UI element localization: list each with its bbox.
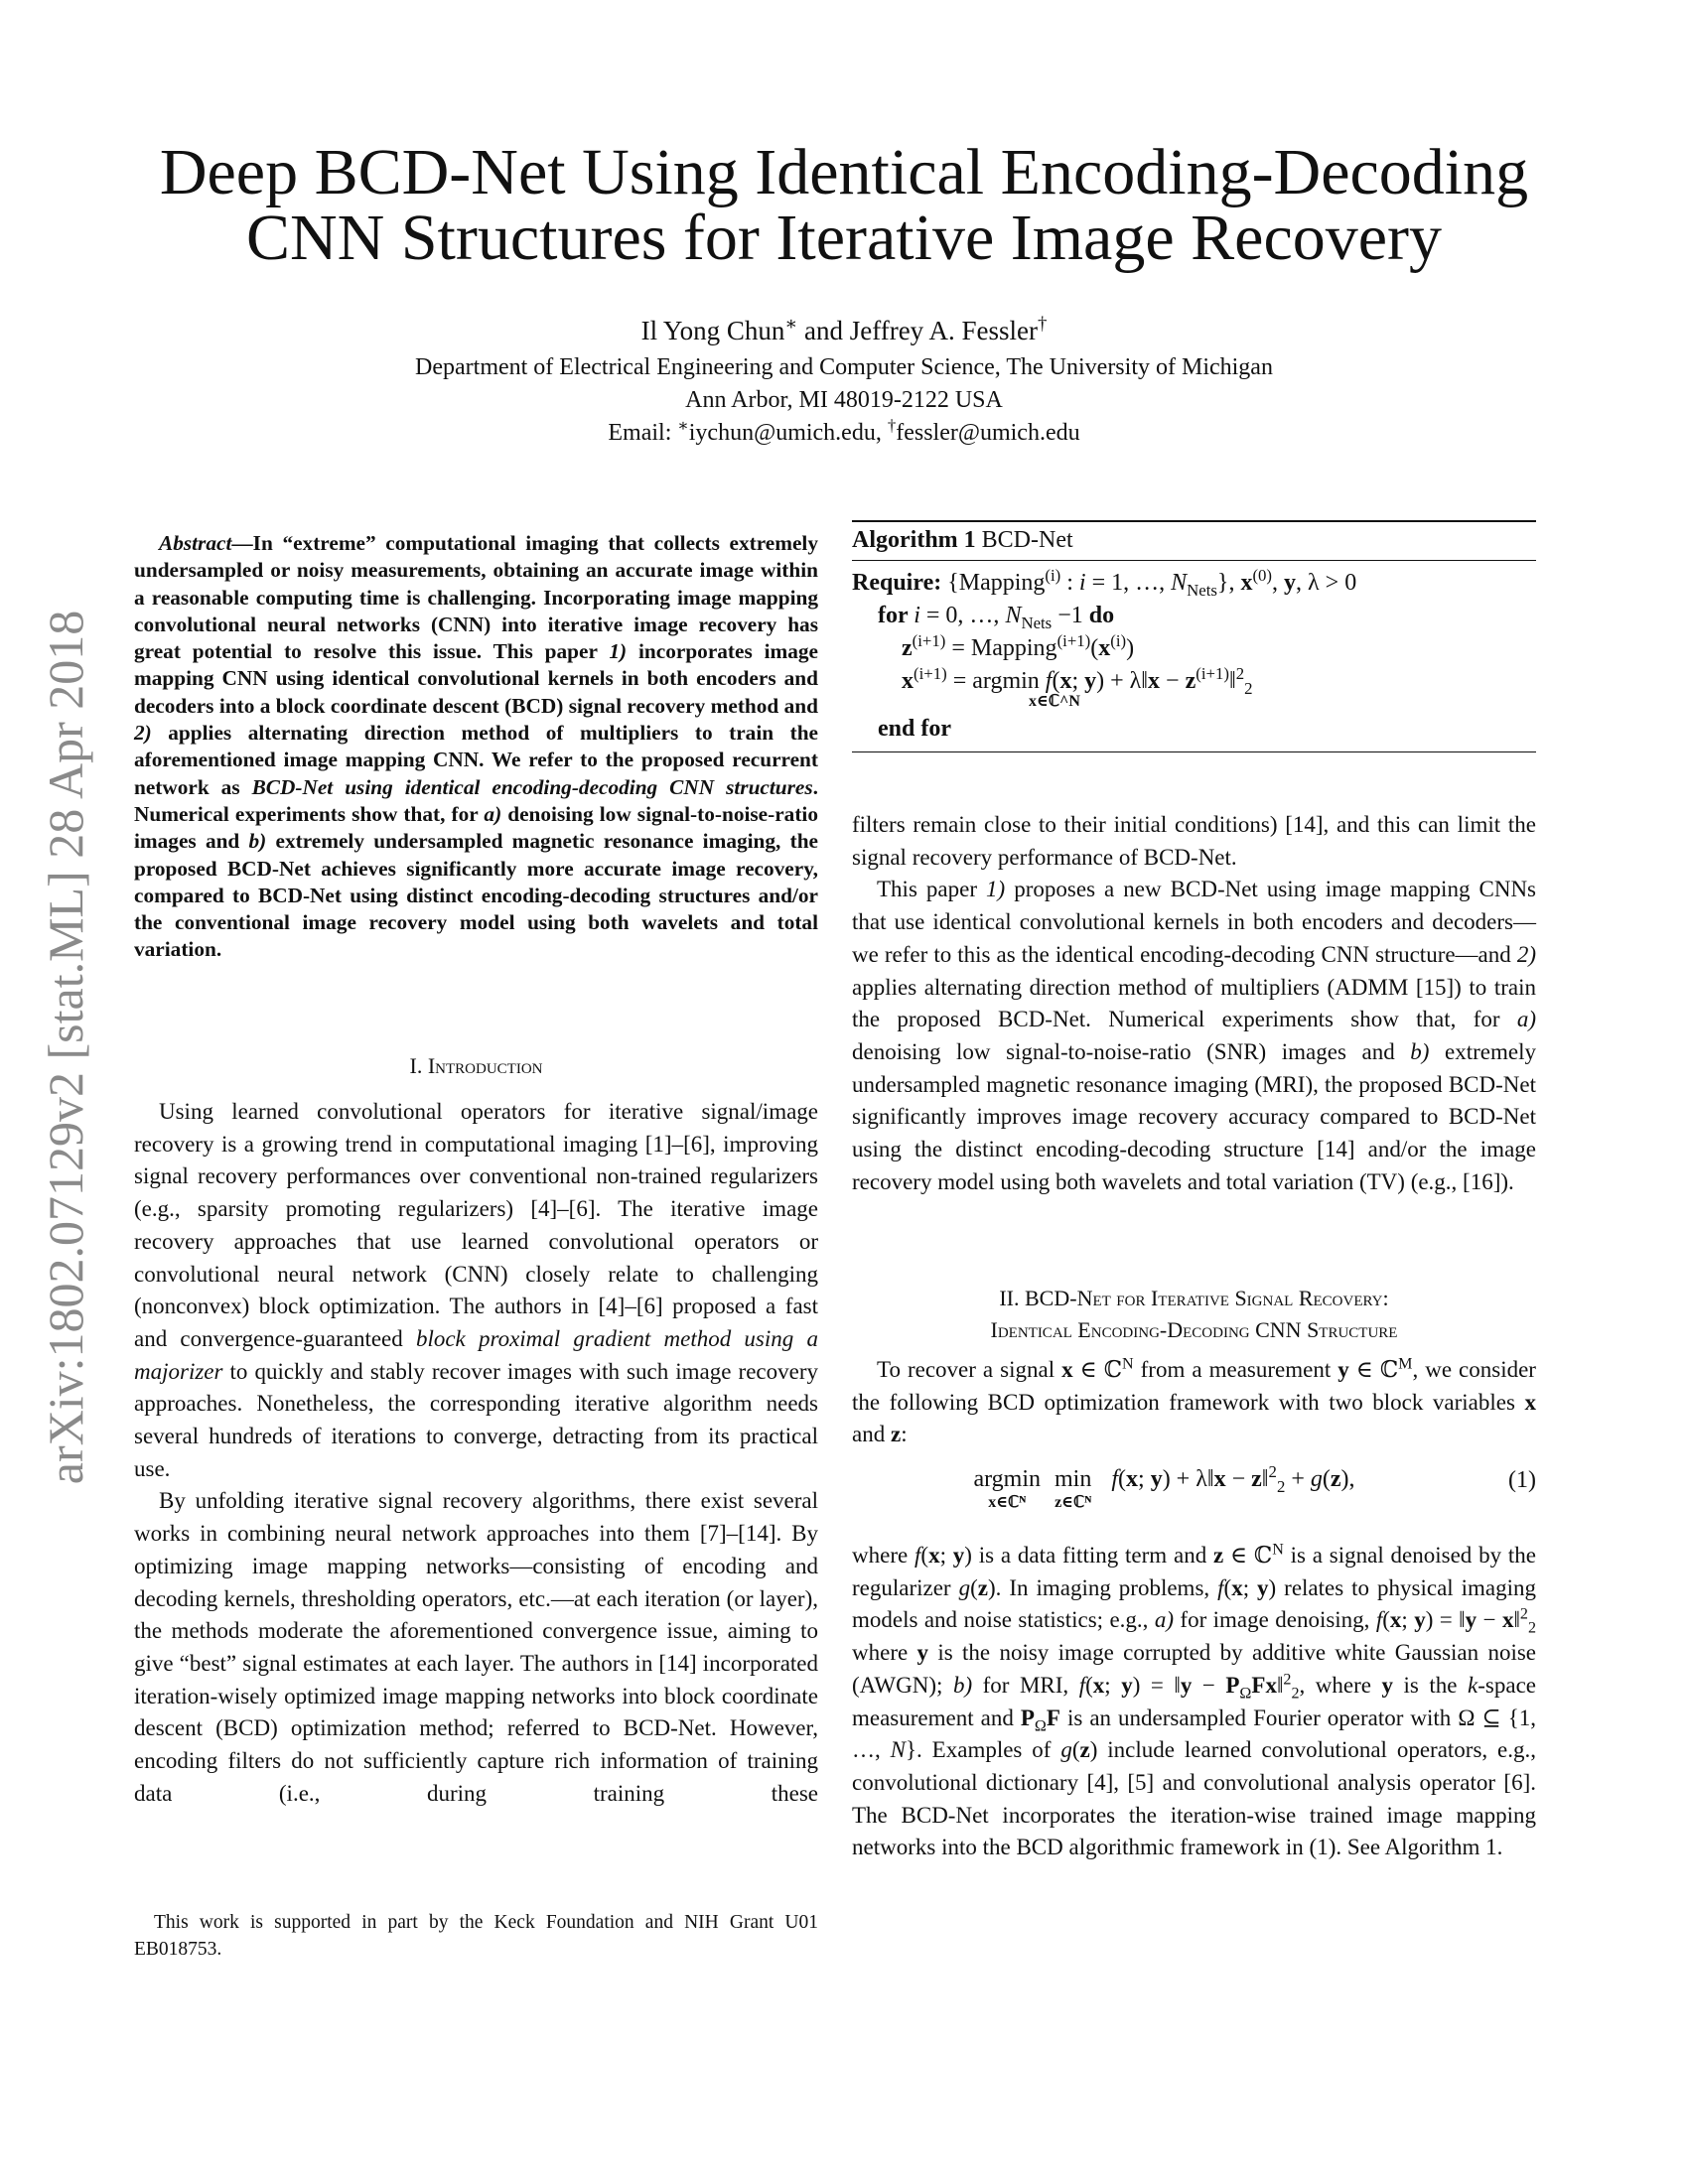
text-run: x (1126, 1466, 1139, 1492)
text-run: y (952, 1543, 965, 1568)
section-heading-line-2: Identical Encoding-Decoding CNN Structure (990, 1317, 1398, 1342)
text-run: }, (1216, 570, 1241, 596)
algorithm-name: BCD-Net (981, 527, 1073, 553)
text-run: y (1414, 1607, 1426, 1633)
text-run: i (1078, 570, 1086, 596)
text-run: y (916, 1640, 929, 1666)
text-run: denoising low signal-to-noise-ratio (SNR) images and (852, 1038, 1411, 1064)
text-run: , (1272, 570, 1285, 596)
text-run: Abstract (159, 531, 232, 555)
text-run: ) include learned convolutional operators, e.g., convolutional dictionary [4], [5] and convolutional analysis operator [6]. The BCD-Net incorporates the iteration-wise trained image mapping networks into the BCD algorithmic framework in (1). See Algorithm 1. (852, 1737, 1537, 1860)
text-run: ( (1322, 1466, 1331, 1492)
text-run: (i) (1110, 631, 1127, 650)
text-run: f (1111, 1466, 1119, 1492)
argmin-sub: x∈ℂᴺ (988, 1494, 1027, 1511)
text-run: x (1501, 1607, 1514, 1633)
text-run: −1 (1052, 603, 1089, 628)
text-run: z (902, 635, 913, 661)
text-run: ∈ ℂ (1072, 1357, 1122, 1382)
text-run: applies alternating direction method of multipliers to train the aforementioned image mapping CNN. We refer to the proposed recurrent network as (134, 721, 818, 799)
text-run: ; (1401, 1607, 1415, 1633)
arxiv-side-stamp: arXiv:1802.07129v2 [stat.ML] 28 Apr 2018 (38, 610, 93, 1485)
text-run: ; (1104, 1672, 1122, 1698)
text-run: Il Yong Chun (640, 316, 785, 345)
text-run: † (887, 416, 897, 435)
text-run: ) is a data fitting term and (964, 1543, 1214, 1568)
text-run: ) = ‖ (1425, 1607, 1466, 1633)
text-run: end for (878, 716, 951, 742)
text-run: y (1180, 1672, 1193, 1698)
text-run: extremely undersampled magnetic resonance imaging (MRI), the proposed BCD-Net significantly improves image recovery accuracy compared to BCD-Net using the distinct encoding-decoding structure [14] and/or the image recovery model using both wavelets and total variation (TV) (e.g., [16]). (852, 1038, 1536, 1194)
authors (0, 316, 1688, 346)
text-run: ( (920, 1543, 929, 1568)
text-run: Nets (1187, 580, 1217, 600)
text-run: Ω (1239, 1685, 1252, 1703)
text-run: z (1330, 1466, 1341, 1492)
text-run: = Mapping (945, 635, 1057, 661)
equation-body (1111, 1462, 1355, 1496)
text-run: N (1005, 603, 1022, 628)
text-run: 2 (1519, 1605, 1528, 1623)
text-run: applies alternating direction method of multipliers (ADMM [15]) to train the proposed BCD-Net. Numerical experiments show that, for (852, 974, 1536, 1032)
text-run: − (1160, 668, 1186, 694)
text-run: ). In imaging problems, (987, 1574, 1218, 1600)
text-run: † (1037, 314, 1048, 335)
text-run: ∗ (677, 416, 689, 435)
text-run: (i+1) (914, 664, 947, 683)
text-run: ( (1223, 1574, 1232, 1600)
text-run: extremely undersampled magnetic resonance imaging, the proposed BCD-Net achieves significantly more accurate image recovery, compared to BCD-Net using distinct encoding-decoding structures and/or the conventional image recovery model using both wavelets and total variation. (134, 829, 818, 962)
footnote (134, 1909, 818, 1963)
text-run: }. Examples of (906, 1737, 1061, 1763)
section2-paragraph (852, 1540, 1536, 1864)
text-run: 2 (1244, 678, 1253, 698)
text-run: z (890, 1422, 902, 1447)
text-run: x (1389, 1607, 1402, 1633)
text-run: N (1272, 1541, 1284, 1559)
text-run: x (1092, 1672, 1105, 1698)
text-run: 2 (1235, 664, 1245, 683)
text-run: , λ > 0 (1296, 570, 1357, 596)
text-run: ‖ (1261, 1466, 1269, 1492)
text-run: fessler@umich.edu (896, 420, 1080, 446)
argmin-text: argmin (973, 1466, 1041, 1492)
section2-intro (852, 1354, 1536, 1451)
text-run: is the noisy image corrupted by additive white Gaussian noise (AWGN); (852, 1640, 1536, 1698)
text-run: z (1213, 1543, 1224, 1568)
text-run: 2 (1268, 1462, 1277, 1481)
text-run: ) (1126, 635, 1135, 661)
text-run: y (1337, 1357, 1349, 1382)
text-run: 1) (609, 639, 628, 664)
text-run: To recover a signal (877, 1357, 1062, 1382)
text-run: is a signal denoised by the regularizer (852, 1543, 1536, 1600)
text-run: for MRI, (972, 1672, 1079, 1698)
text-run: from a measurement (1133, 1357, 1338, 1382)
text-run: x (1231, 1574, 1243, 1600)
text-run: ∈ ℂ (1348, 1357, 1399, 1382)
abstract (134, 530, 818, 964)
text-run: 1) (986, 877, 1006, 902)
text-run: f (1045, 668, 1053, 694)
text-run: f (1078, 1672, 1086, 1698)
text-run: y (1084, 668, 1097, 694)
text-run: proposes a new BCD-Net using image mapping CNNs that use identical convolutional kernels in both encoders and decoders—we refer to this as the identical encoding-decoding CNN structure—and (852, 877, 1536, 967)
text-run: Require: (852, 570, 948, 596)
text-run: ( (1052, 668, 1060, 694)
algorithm-header (852, 522, 1536, 561)
contribution-paragraph (852, 874, 1536, 1198)
text-run: ‖ (1513, 1607, 1520, 1633)
intro-continued (852, 809, 1536, 1198)
text-run: 2 (1276, 1476, 1286, 1496)
text-run: to quickly and stably recover images with such image recovery approaches. Nonetheless, the corresponding iterative algorithm needs several hundreds of iterations to converge, detracting from its practical use. (134, 1358, 818, 1481)
text-run: ∈ ℂ (1223, 1543, 1273, 1568)
text-run: where (852, 1640, 917, 1666)
text-run: ) + λ‖ (1162, 1466, 1214, 1492)
text-run: z (977, 1574, 988, 1600)
text-run: P (1020, 1705, 1035, 1730)
text-run: ; (939, 1543, 953, 1568)
text-run: x (928, 1543, 940, 1568)
text-run: (i+1) (1056, 631, 1091, 650)
text-run: BCD-Net using identical encoding-decoding CNN structures (251, 774, 813, 799)
text-run: P (1225, 1672, 1240, 1698)
text-run: y (1257, 1574, 1269, 1600)
intro-paragraph-1 (134, 1096, 818, 1485)
text-run: y (1150, 1466, 1163, 1492)
text-run: filters remain close to their initial conditions) [14], and this can limit the signal recovery performance of BCD-Net. (852, 812, 1536, 870)
text-run: N (1171, 570, 1188, 596)
min-sub: z∈ℂᴺ (1055, 1494, 1092, 1511)
text-run: 2) (1516, 941, 1536, 967)
text-run: y (1381, 1672, 1394, 1698)
text-run: a) (1154, 1607, 1174, 1633)
text-run: = 0, …, (919, 603, 1006, 628)
text-run: − (1225, 1466, 1252, 1492)
text-run: and Jeffrey A. Fessler (797, 316, 1038, 345)
text-run: ; (1138, 1466, 1151, 1492)
text-run: where (852, 1543, 914, 1568)
algorithm-box (852, 520, 1536, 752)
abstract-text (134, 530, 818, 964)
text-run: Using learned convolutional operators for iterative signal/image recovery is a growing trend in computational imaging [1]–[6], improving signal recovery performances over conventional non-trained regularizers (e.g., sparsity promoting regularizers) [4]–[6]. The iterative image recovery approaches that use learned convolutional operators or convolutional neural network (CNN) closely relate to challenging (nonconvex) block optimization. The authors in [4]–[6] proposed a fast and convergence-guaranteed (134, 1099, 818, 1351)
footnote-text: This work is supported in part by the Keck Foundation and NIH Grant U01 EB018753. (134, 1912, 818, 1960)
text-run: − (1192, 1672, 1226, 1698)
text-run: ‖ (1276, 1672, 1284, 1698)
text-run: y (1121, 1672, 1133, 1698)
text-run: and (852, 1422, 891, 1447)
text-run: do (1088, 603, 1115, 628)
text-run: for (878, 603, 914, 628)
text-run: ( (1118, 1466, 1127, 1492)
text-run: F (1046, 1705, 1060, 1730)
algorithm-line (852, 632, 1536, 665)
text-run: x (1061, 1357, 1073, 1382)
text-run: x (1213, 1466, 1226, 1492)
text-run: , where (1299, 1672, 1382, 1698)
intro-paragraph-2-cont (852, 809, 1536, 874)
section2-body (852, 1540, 1536, 1864)
text-run: g (958, 1574, 971, 1600)
text-run: ) + λ‖ (1096, 668, 1149, 694)
section-heading: I. Introduction (409, 1053, 543, 1078)
text-run: a) (1516, 1007, 1536, 1032)
text-run: y (1465, 1607, 1477, 1633)
text-run: iychun@umich.edu, (688, 420, 888, 446)
text-run: is the (1393, 1672, 1469, 1698)
text-run: 2 (1291, 1685, 1300, 1703)
text-run: g (1310, 1466, 1323, 1492)
text-run: z (1079, 1737, 1090, 1763)
text-run: {Mapping (947, 570, 1046, 596)
text-run: ‖ (1228, 668, 1236, 694)
text-run: x (1098, 635, 1111, 661)
text-run: ( (1382, 1607, 1390, 1633)
text-run: (i) (1045, 566, 1061, 585)
algorithm-line (852, 713, 1536, 746)
text-run: N (890, 1737, 906, 1763)
equation-1 (852, 1462, 1536, 1515)
text-run: M (1398, 1355, 1413, 1373)
algorithm-line (852, 600, 1536, 632)
affiliation-address: Ann Arbor, MI 48019-2122 USA (685, 387, 1003, 413)
text-run: x (1148, 668, 1161, 694)
text-run: N (1122, 1355, 1134, 1373)
text-run: 2 (1283, 1671, 1292, 1689)
text-run: is an undersampled Fourier operator with Ω ⊆ {1, …, (852, 1705, 1536, 1763)
text-run: : (1060, 570, 1079, 596)
text-run: By unfolding iterative signal recovery algorithms, there exist several works in combining neural network approaches into them [7]–[14]. By optimizing image mapping networks—consisting of encoding and decoding kernels, thresholding operators, etc.—at each iteration (or layer), the methods moderate the aforementioned convergence issue, aiming to give “best” signal estimates at each layer. The authors in [14] incorporated iteration-wisely optimized image mapping networks into block coordinate descent (BCD) optimization method; referred to BCD-Net. However, encoding filters do not sufficiently capture rich information of training data (i.e., during training these (134, 1488, 818, 1806)
text-run: Fx (1251, 1672, 1277, 1698)
text-run: incorporates image mapping CNN using identical convolutional kernels in both encoders and decoders into a block coordinate descent (BCD) signal recovery method and (134, 639, 819, 718)
text-run: y (1284, 570, 1297, 596)
text-run: f (1375, 1607, 1383, 1633)
text-run: Ω (1034, 1717, 1047, 1735)
text-run: z (1251, 1466, 1262, 1492)
affiliation-email (0, 417, 1688, 450)
section-heading-line-1: II. BCD-Net for Iterative Signal Recovery: (999, 1286, 1389, 1310)
min-operator (1055, 1467, 1091, 1515)
text-run: k (1468, 1672, 1478, 1698)
text-run: = 1, …, (1085, 570, 1172, 596)
text-run: x (1059, 668, 1072, 694)
argmin-operator (973, 1467, 1041, 1515)
intro-paragraph-2 (134, 1485, 818, 1810)
text-run: g (1060, 1737, 1072, 1763)
text-run: b) (248, 829, 267, 854)
text-run: Email: (608, 420, 678, 446)
text-run: denoising low signal-to-noise-ratio images and (134, 801, 818, 854)
text-run: (0) (1252, 566, 1273, 585)
text-run: ∗ (784, 314, 798, 335)
algorithm-line (852, 567, 1536, 600)
text-run: ( (1090, 635, 1099, 661)
text-run: 2 (1527, 1620, 1537, 1637)
text-run: This paper (877, 877, 987, 902)
text-run: x (902, 668, 914, 694)
algorithm-label: Algorithm 1 (852, 527, 976, 553)
text-run: : (901, 1422, 908, 1447)
text-run: Nets (1021, 613, 1053, 632)
text-run: b) (952, 1672, 973, 1698)
title-line-2: CNN Structures for Iterative Image Recovery (245, 202, 1443, 274)
text-run: a) (484, 801, 502, 826)
text-run: (i+1) (1196, 664, 1229, 683)
text-run: ( (970, 1574, 978, 1600)
text-run: for image denoising, (1174, 1607, 1376, 1633)
text-run: (i+1) (912, 631, 946, 650)
text-run: -space measurement and (852, 1672, 1536, 1730)
equation-number: (1) (1508, 1467, 1536, 1493)
text-run: ( (1085, 1672, 1093, 1698)
text-run: ( (1071, 1737, 1080, 1763)
text-run: 2) (134, 721, 152, 746)
text-run: f (914, 1543, 921, 1568)
text-run: i (914, 603, 920, 628)
text-run: ) relates to physical imaging models and noise statistics; e.g., (852, 1574, 1537, 1633)
text-run: + (1285, 1466, 1311, 1492)
text-run: . Numerical experiments show that, for (134, 774, 818, 826)
text-run: block proximal gradient method using a majorizer (134, 1325, 818, 1384)
argmin-subscript: x∈ℂ^N (1029, 693, 1080, 710)
text-run: − (1477, 1607, 1502, 1633)
text-run: f (1217, 1574, 1224, 1600)
title-line-1: Deep BCD-Net Using Identical Encoding-Decoding (159, 136, 1529, 208)
text-run: x (1524, 1389, 1536, 1415)
text-run: = argmin (946, 668, 1046, 694)
text-run: ) = ‖ (1132, 1672, 1181, 1698)
text-run: x (1240, 570, 1253, 596)
section-bcd-net (852, 1283, 1536, 1451)
text-run: ; (1071, 668, 1085, 694)
min-text: min (1055, 1466, 1092, 1492)
text-run: ; (1242, 1574, 1258, 1600)
text-run: ), (1340, 1466, 1355, 1492)
text-run: , we consider the following BCD optimization framework with two block variables (852, 1357, 1536, 1415)
text-run: —In “extreme” computational imaging that collects extremely undersampled or noisy measurements, obtaining an accurate image within a reasonable computing time is challenging. Incorporating image mapping convolutional neural networks (CNN) into iterative image recovery has great potential to resolve this issue. This paper (134, 531, 818, 664)
text-run: z (1185, 668, 1196, 694)
affiliation-dept: Department of Electrical Engineering and Computer Science, The University of Michigan (415, 354, 1273, 380)
text-run: b) (1410, 1038, 1430, 1064)
section-introduction (134, 1050, 818, 1810)
paper-title (0, 136, 1688, 274)
